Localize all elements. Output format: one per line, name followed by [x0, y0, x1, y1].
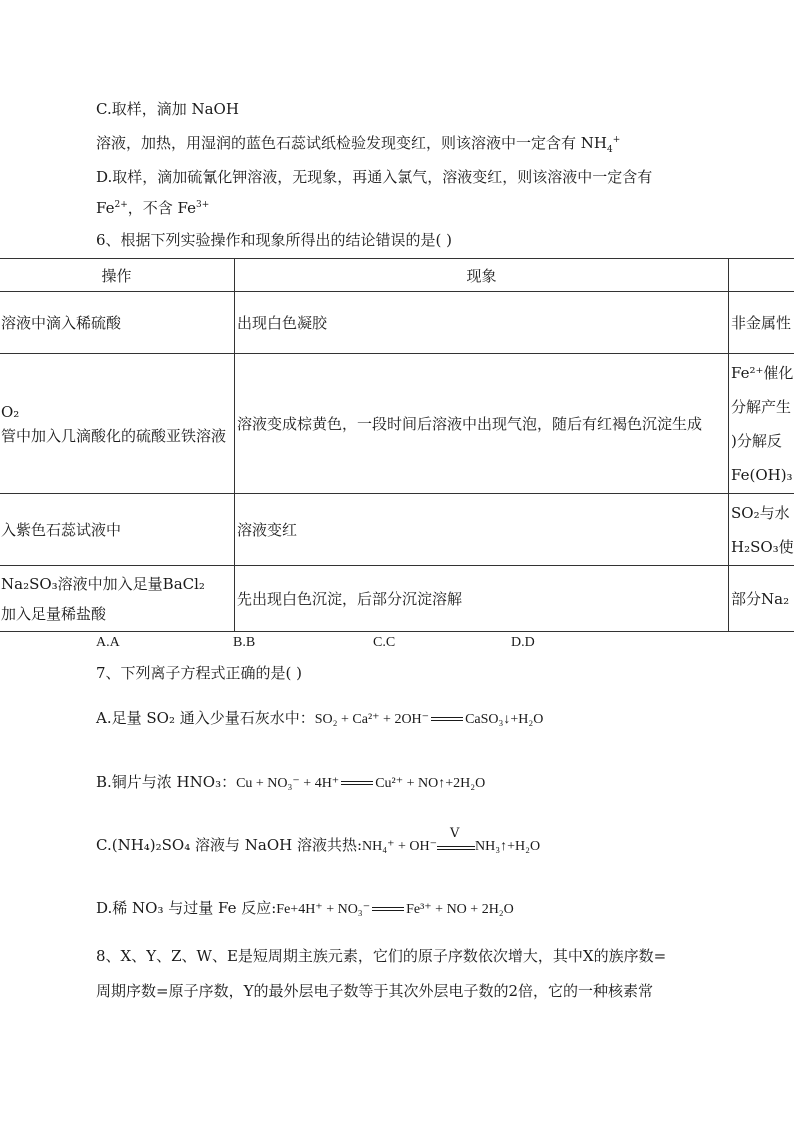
equals-arrow-icon	[431, 717, 463, 721]
q8-line2: 周期序数=原子序数，Y的最外层电子数等于其次外层电子数的2倍，它的一种核素常	[96, 982, 654, 1000]
cell-line: 管中加入几滴酸化的硫酸亚铁溶液	[1, 426, 227, 445]
q7-option-c[interactable]	[96, 826, 541, 857]
heat-arrow-icon	[437, 826, 475, 850]
equation-lhs: Fe+4H⁺ + NO₃⁻	[276, 902, 371, 917]
cell-line: 分解产生	[731, 397, 792, 416]
row4-operation	[0, 566, 235, 632]
q6-choice-c[interactable]: C.C	[373, 635, 396, 650]
equals-arrow-icon	[341, 781, 373, 785]
arrow-bar	[437, 846, 475, 850]
q8-line1: 8、X、Y、Z、W、E是短周期主族元素，它们的原子序数依次增大，其中X的族序数=	[96, 947, 667, 965]
fe-text: Fe	[96, 199, 115, 217]
table-row	[0, 354, 794, 494]
cell-line: SO₂与水	[731, 503, 790, 522]
cell-line: 部分Na₂	[731, 589, 790, 608]
row2-conclusion	[729, 354, 794, 494]
header-operation: 操作	[0, 259, 235, 292]
q5-sup: +	[612, 135, 621, 145]
row1-conclusion	[729, 292, 794, 354]
cell-line: Fe²⁺催化	[731, 363, 794, 382]
cell-line: 非金属性	[731, 313, 792, 332]
fe-charge: 2+	[114, 200, 128, 210]
cell-line: H₂SO₃使	[731, 537, 794, 556]
cell-line: )分解反	[731, 431, 782, 450]
q5-sub: 4	[606, 145, 613, 155]
cell-line: 加入足量稀盐酸	[1, 604, 107, 623]
equation-rhs: Fe³⁺ + NO + 2H₂O	[406, 902, 514, 917]
q5-option-c-line1: C.取样，滴加 NaOH	[96, 100, 239, 118]
q5-option-c-line2	[96, 133, 620, 153]
cell-line: Na₂SO₃溶液中加入足量BaCl₂	[1, 574, 205, 593]
cell-line: 入紫色石蕊试液中	[1, 520, 122, 539]
table-row	[0, 494, 794, 566]
equation-lhs: SO₂ + Ca²⁺ + 2OH⁻	[314, 712, 430, 727]
q6-question: 6、根据下列实验操作和现象所得出的结论错误的是( )	[96, 231, 453, 249]
cell-line: Fe(OH)₃	[731, 465, 793, 484]
row3-conclusion	[729, 494, 794, 566]
equation-lhs: NH₄⁺ + OH⁻	[362, 839, 438, 854]
fe3-charge: 3+	[195, 200, 210, 210]
table-row	[0, 566, 794, 632]
q5-option-c-text: 溶液，加热，用湿润的蓝色石蕊试纸检验发现变红，则该溶液中一定含有 NH	[96, 134, 607, 152]
row1-observation: 出现白色凝胶	[235, 292, 729, 354]
row3-operation	[0, 494, 235, 566]
table-row	[0, 292, 794, 354]
equals-arrow-icon	[372, 907, 404, 911]
row4-observation: 先出现白色沉淀，后部分沉淀溶解	[235, 566, 729, 632]
q7-option-b[interactable]	[96, 772, 485, 794]
equation-rhs: NH₃↑+H₂O	[475, 839, 541, 854]
q7-option-a[interactable]	[96, 708, 543, 730]
heat-symbol: V	[450, 826, 460, 841]
option-prefix: D.稀 NO₃ 与过量 Fe 反应:	[96, 899, 277, 917]
cell-line: 溶液中滴入稀硫酸	[1, 313, 122, 332]
equation-lhs: Cu + NO₃⁻ + 4H⁺	[236, 776, 340, 791]
q6-choice-a[interactable]: A.A	[96, 635, 120, 650]
equation-rhs: Cu²⁺ + NO↑+2H₂O	[375, 776, 486, 791]
q6-choice-b[interactable]: B.B	[233, 635, 256, 650]
q6-choice-d[interactable]: D.D	[511, 635, 535, 650]
q7-question: 7、下列离子方程式正确的是( )	[96, 664, 303, 682]
row4-conclusion	[729, 566, 794, 632]
q6-table	[0, 258, 794, 632]
equation-rhs: CaSO₃↓+H₂O	[465, 712, 544, 727]
row2-operation	[0, 354, 235, 494]
header-observation: 现象	[235, 259, 729, 292]
row3-observation: 溶液变红	[235, 494, 729, 566]
q7-option-d[interactable]	[96, 898, 514, 920]
cell-line: O₂	[1, 402, 20, 421]
option-prefix: B.铜片与浓 HNO₃：	[96, 773, 237, 791]
fe3-text: ，不含 Fe	[127, 199, 196, 217]
row2-observation: 溶液变成棕黄色，一段时间后溶液中出现气泡，随后有红褐色沉淀生成	[235, 354, 729, 494]
header-conclusion	[729, 259, 794, 292]
table-header-row	[0, 259, 794, 292]
option-prefix: C.(NH₄)₂SO₄ 溶液与 NaOH 溶液共热:	[96, 836, 363, 854]
row1-operation	[0, 292, 235, 354]
option-prefix: A.足量 SO₂ 通入少量石灰水中：	[96, 709, 315, 727]
q5-option-d-line1: D.取样，滴加硫氰化钾溶液，无现象，再通入氯气，溶液变红，则该溶液中一定含有	[96, 168, 653, 186]
q5-option-d-line2	[96, 198, 209, 218]
